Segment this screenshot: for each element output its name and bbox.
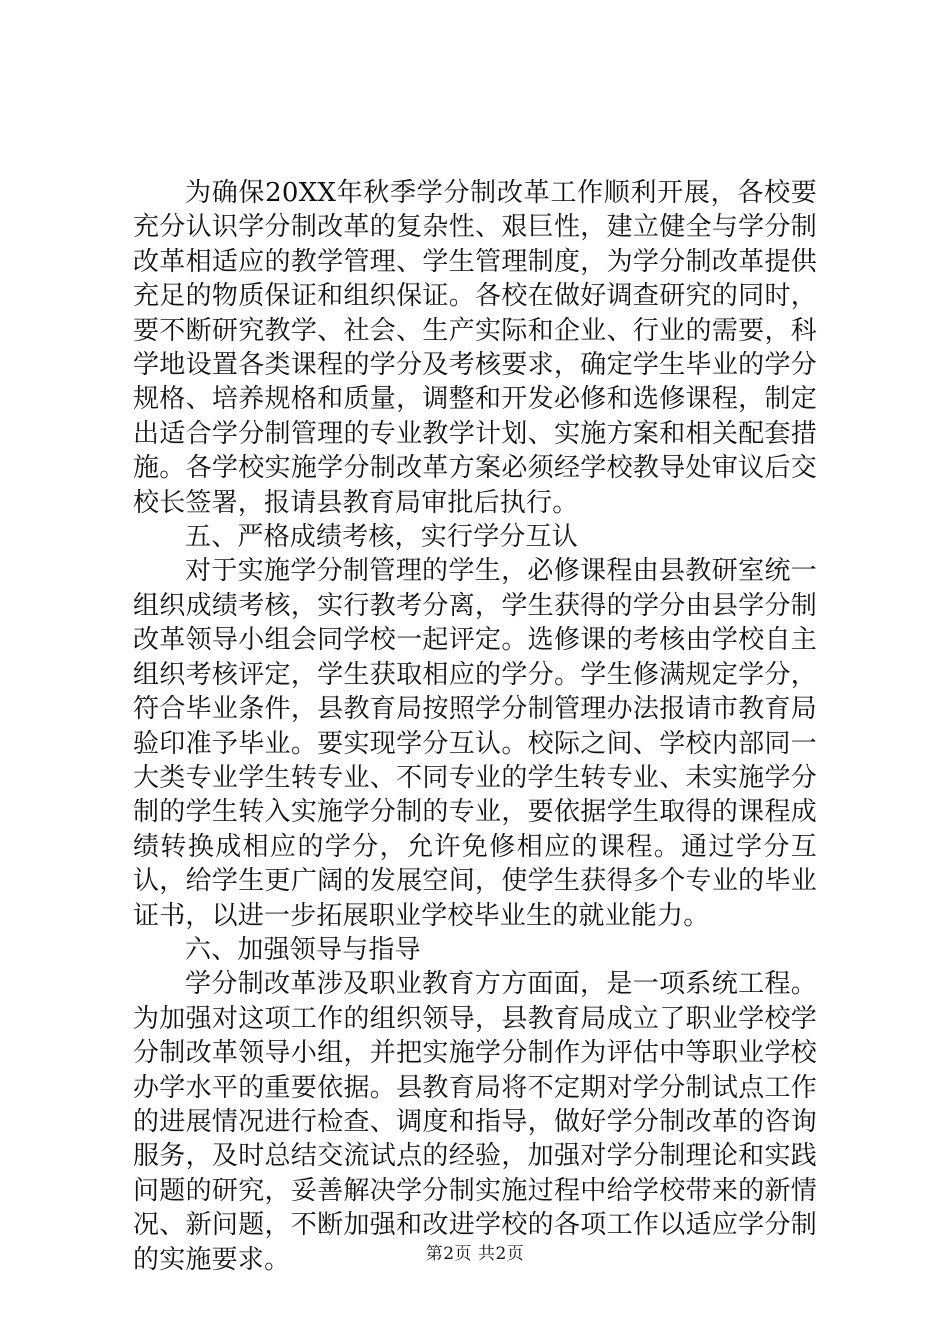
document-body — [133, 176, 817, 1277]
page-footer: 第2页 共2页 — [425, 1244, 525, 1264]
section-heading-five: 五、严格成绩考核，实行学分互认 — [185, 522, 579, 553]
section-heading-six: 六、加强领导与指导 — [185, 934, 421, 965]
paragraph-requirements: 为确保20XX年秋季学分制改革工作顺利开展，各校要充分认识学分制改革的复杂性、艰巨性，建立健全与学分制改革相适应的教学管理、学生管理制度，为学分制改革提供充足的物质保证和组织保证。各校在做好调查研究的同时，要不断研究教学、社会、生产实际和企业、行业的需要，科学地设置各类课程的学分及考核要求，确定学生毕业的学分规格、培养规格和质量，调整和开发必修和选修课程，制定出适合学分制管理的专业教学计划、实施方案和相关配套措施。各学校实施学分制改革方案必须经学校教导处审议后交校长签署，报请县教育局审批后执行。 — [133, 178, 817, 518]
paragraph-leadership: 学分制改革涉及职业教育方方面面，是一项系统工程。为加强对这项工作的组织领导，县教育局成立了职业学校学分制改革领导小组，并把实施学分制作为评估中等职业学校办学水平的重要依据。县教育局将不定期对学分制试点工作的进展情况进行检查、调度和指导，做好学分制改革的咨询服务，及时总结交流试点的经验，加强对学分制理论和实践问题的研究，妥善解决学分制实施过程中给学校带来的新情况、新问题，不断加强和改进学校的各项工作以适应学分制的实施要求。 — [133, 969, 817, 1275]
paragraph-credit-recognition: 对于实施学分制管理的学生，必修课程由县教研室统一组织成绩考核，实行教考分离，学生获得的学分由县学分制改革领导小组会同学校一起评定。选修课的考核由学校自主组织考核评定，学生获取相应的学分。学生修满规定学分，符合毕业条件，县教育局按照学分制管理办法报请市教育局验印准予毕业。要实现学分互认。校际之间、学校内部同一大类专业学生转专业、不同专业的学生转专业、未实施学分制的学生转入实施学分制的专业，要依据学生取得的课程成绩转换成相应的学分，允许免修相应的课程。通过学分互认，给学生更广阔的发展空间，使学生获得多个专业的毕业证书，以进一步拓展职业学校毕业生的就业能力。 — [133, 556, 817, 931]
